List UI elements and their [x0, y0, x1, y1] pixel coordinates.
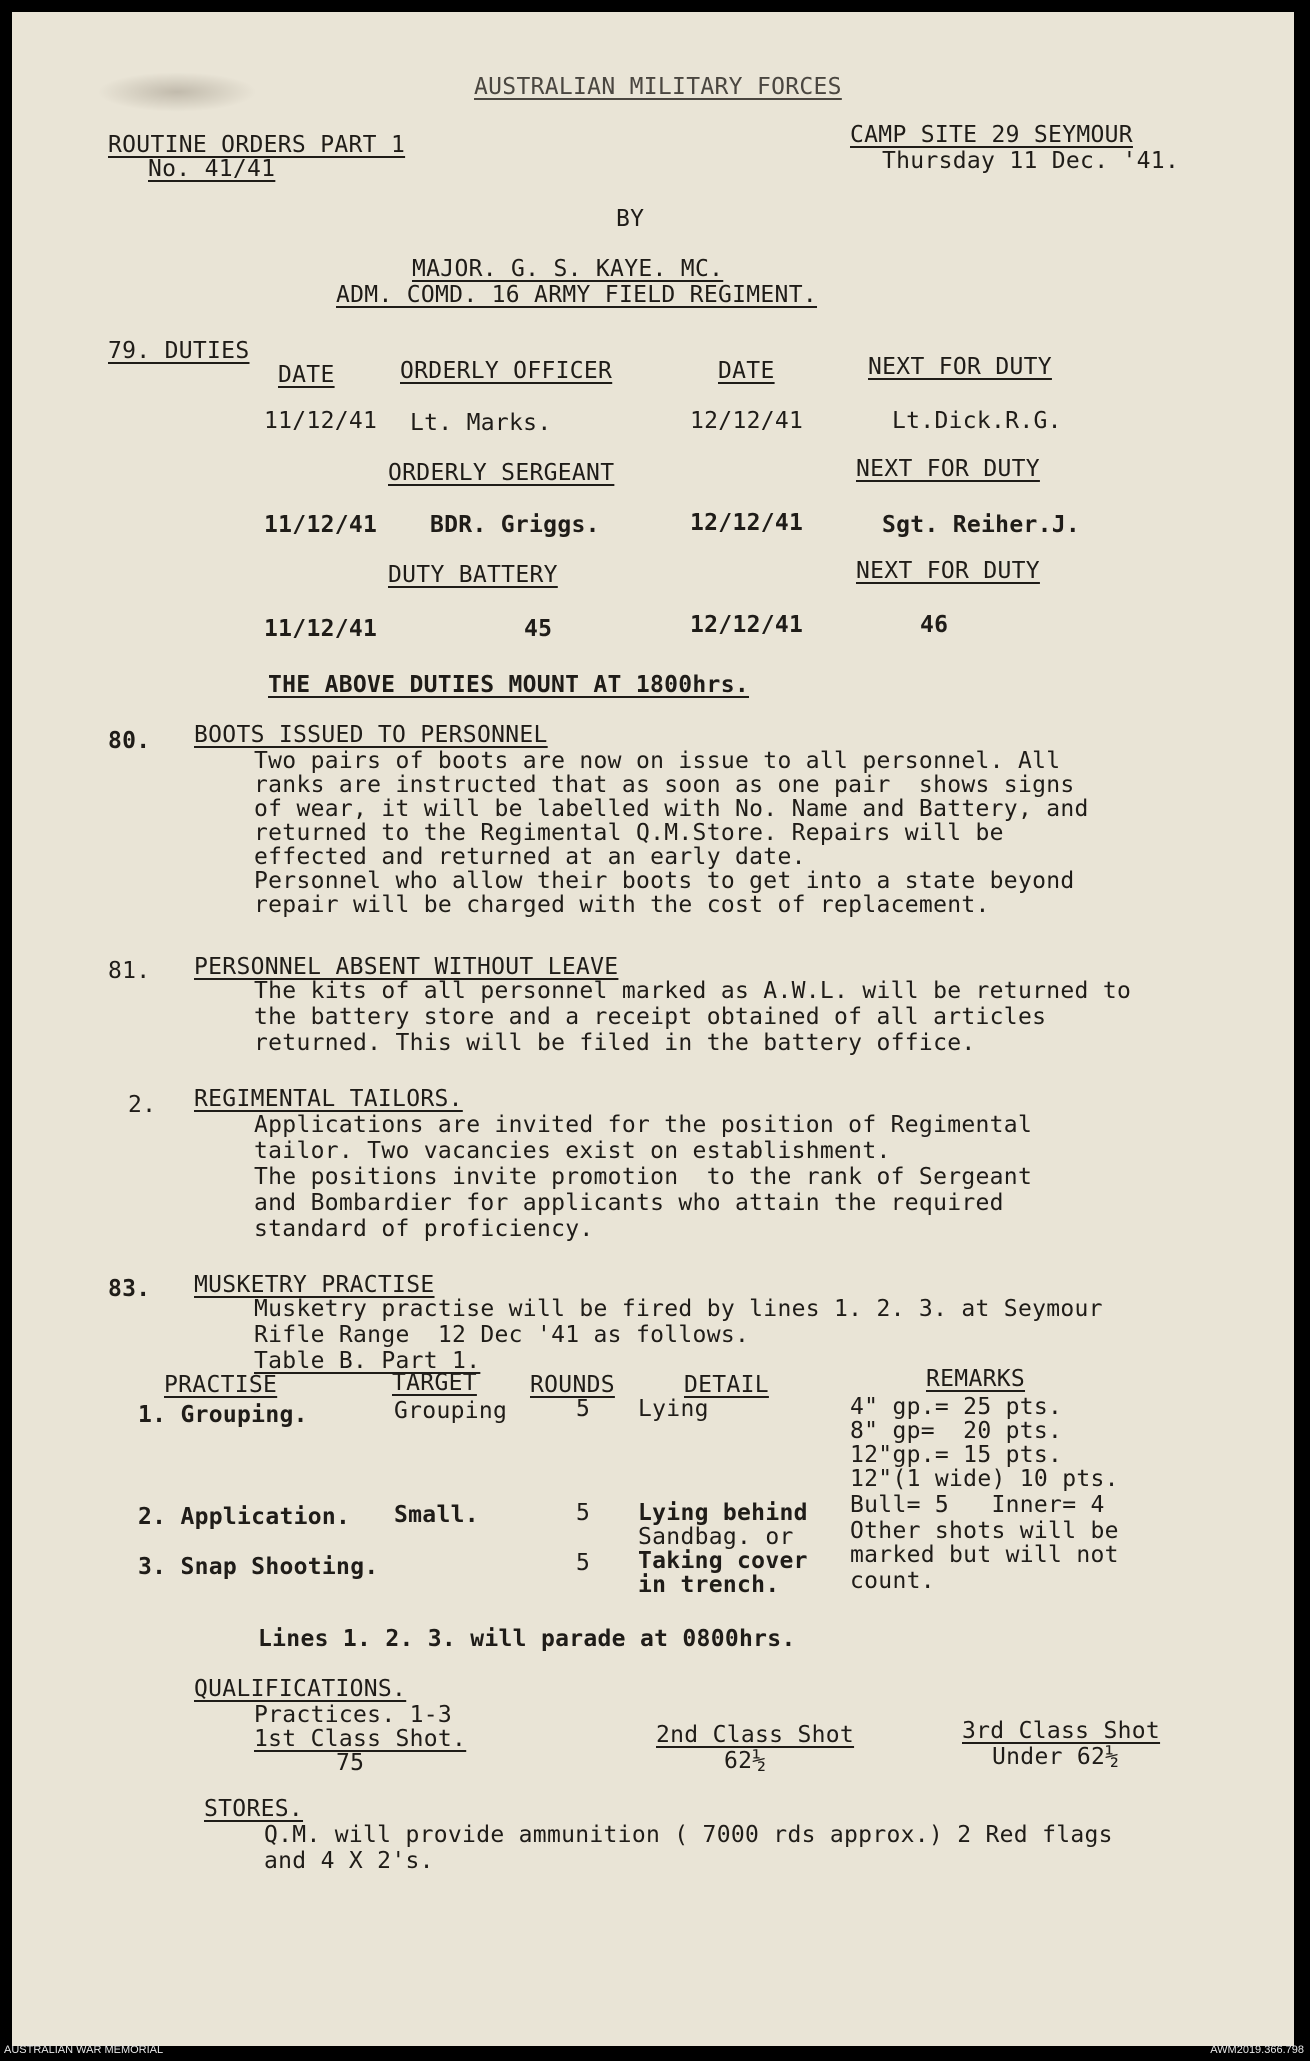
- ink-smudge: [97, 72, 257, 112]
- qualifications-heading: QUALIFICATIONS.: [194, 1676, 407, 1702]
- item-81-line: The kits of all personnel marked as A.W.L. will be returned to: [254, 978, 1132, 1004]
- item-80-heading: BOOTS ISSUED TO PERSONNEL: [194, 722, 548, 748]
- archive-credit: AUSTRALIAN WAR MEMORIAL: [4, 2044, 164, 2056]
- item-80-line: Two pairs of boots are now on issue to all personnel. All: [254, 748, 1061, 774]
- document-title: AUSTRALIAN MILITARY FORCES: [474, 74, 842, 100]
- officer-date: 11/12/41: [264, 408, 378, 434]
- document-page: [12, 12, 1294, 2046]
- table-row-practise: 3. Snap Shooting.: [138, 1554, 379, 1580]
- third-class-label: 3rd Class Shot: [962, 1718, 1161, 1744]
- parade-note: Lines 1. 2. 3. will parade at 0800hrs.: [258, 1626, 796, 1652]
- officer-next-date: 12/12/41: [690, 408, 804, 434]
- table-row-practise: 2. Application.: [138, 1504, 351, 1530]
- table-row-rounds: 5: [576, 1550, 591, 1576]
- battery-next-heading: NEXT FOR DUTY: [856, 558, 1040, 584]
- duties-mount-note: THE ABOVE DUTIES MOUNT AT 1800hrs.: [268, 672, 750, 698]
- orders-title: ROUTINE ORDERS PART 1: [108, 132, 406, 158]
- sergeant-next-heading: NEXT FOR DUTY: [856, 456, 1040, 482]
- first-class-label: 1st Class Shot.: [254, 1726, 467, 1752]
- table-row-remark: 8" gp= 20 pts.: [850, 1418, 1063, 1444]
- orders-number: No. 41/41: [148, 156, 276, 182]
- item-82-line: standard of proficiency.: [254, 1216, 594, 1242]
- third-class-value: Under 62½: [992, 1744, 1120, 1770]
- table-row-remark: Other shots will be: [850, 1518, 1119, 1544]
- table-row-remark: 12"gp.= 15 pts.: [850, 1442, 1063, 1468]
- second-class-label: 2nd Class Shot: [656, 1722, 855, 1748]
- table-header-detail: DETAIL: [684, 1372, 769, 1398]
- table-row-target: Small.: [394, 1502, 479, 1528]
- first-class-value: 75: [336, 1750, 365, 1776]
- battery-next-date: 12/12/41: [690, 612, 804, 638]
- table-row-remark: 12"(1 wide) 10 pts.: [850, 1466, 1119, 1492]
- item-80-line: of wear, it will be labelled with No. Name and Battery, and: [254, 796, 1089, 822]
- officer-name: Lt. Marks.: [410, 410, 552, 436]
- section-79-heading: 79. DUTIES: [108, 338, 250, 364]
- officer-next: Lt.Dick.R.G.: [892, 408, 1062, 434]
- table-row-remark: marked but will not: [850, 1542, 1119, 1568]
- item-81-number: 81.: [108, 958, 151, 984]
- duties-col-orderly-officer: ORDERLY OFFICER: [400, 358, 613, 384]
- qualifications-practices: Practices. 1-3: [254, 1702, 453, 1728]
- issuing-officer: MAJOR. G. S. KAYE. MC.: [412, 256, 724, 282]
- item-80-line: ranks are instructed that as soon as one pair shows signs: [254, 772, 1075, 798]
- table-row-remark: 4" gp.= 25 pts.: [850, 1394, 1063, 1420]
- item-82-heading: REGIMENTAL TAILORS.: [194, 1086, 463, 1112]
- stores-line: Q.M. will provide ammunition ( 7000 rds approx.) 2 Red flags: [264, 1822, 1113, 1848]
- table-header-practise: PRACTISE: [164, 1372, 278, 1398]
- table-row-remark: count.: [850, 1568, 935, 1594]
- item-80-line: effected and returned at an early date.: [254, 844, 806, 870]
- by-label: BY: [616, 206, 645, 232]
- item-82-line: and Bombardier for applicants who attain the required: [254, 1190, 1004, 1216]
- battery-date: 11/12/41: [264, 616, 378, 642]
- duties-col-date2: DATE: [718, 358, 775, 384]
- table-row-detail: Lying: [638, 1396, 709, 1422]
- item-81-line: the battery store and a receipt obtained of all articles: [254, 1004, 1047, 1030]
- item-80-number: 80.: [108, 728, 151, 754]
- duties-col-date: DATE: [278, 362, 335, 388]
- camp-location: CAMP SITE 29 SEYMOUR: [850, 122, 1133, 148]
- duties-col-next: NEXT FOR DUTY: [868, 354, 1052, 380]
- table-row-remark: Bull= 5 Inner= 4: [850, 1492, 1105, 1518]
- item-82-line: The positions invite promotion to the rank of Sergeant: [254, 1164, 1033, 1190]
- second-class-value: 62½: [724, 1748, 767, 1774]
- item-82-line: tailor. Two vacancies exist on establishment.: [254, 1138, 891, 1164]
- table-row-rounds: 5: [576, 1500, 591, 1526]
- table-row-detail: Lying behind: [638, 1500, 808, 1526]
- item-81-heading: PERSONNEL ABSENT WITHOUT LEAVE: [194, 954, 619, 980]
- table-row-target: Grouping: [394, 1398, 508, 1424]
- battery-next: 46: [920, 612, 949, 638]
- item-80-line: Personnel who allow their boots to get into a state beyond: [254, 868, 1075, 894]
- item-83-number: 83.: [108, 1276, 151, 1302]
- stores-line: and 4 X 2's.: [264, 1848, 434, 1874]
- order-date: Thursday 11 Dec. '41.: [882, 148, 1180, 174]
- battery-name: 45: [524, 616, 553, 642]
- item-83-line: Musketry practise will be fired by lines 1. 2. 3. at Seymour: [254, 1296, 1103, 1322]
- sergeant-heading: ORDERLY SERGEANT: [388, 460, 615, 486]
- archive-reference: AWM2019.366.798: [1210, 2044, 1304, 2056]
- table-row-practise: 1. Grouping.: [138, 1402, 308, 1428]
- table-header-remarks: REMARKS: [926, 1366, 1026, 1392]
- item-80-line: repair will be charged with the cost of replacement.: [254, 892, 990, 918]
- issuing-command: ADM. COMD. 16 ARMY FIELD REGIMENT.: [336, 282, 818, 308]
- table-header-target: TARGET: [392, 1370, 477, 1396]
- sergeant-next-date: 12/12/41: [690, 510, 804, 536]
- table-row-detail: in trench.: [638, 1572, 780, 1598]
- item-80-line: returned to the Regimental Q.M.Store. Repairs will be: [254, 820, 1004, 846]
- sergeant-next: Sgt. Reiher.J.: [882, 512, 1081, 538]
- sergeant-name: BDR. Griggs.: [430, 512, 600, 538]
- item-82-number: 2.: [128, 1092, 157, 1118]
- table-row-detail: Taking cover: [638, 1548, 808, 1574]
- item-83-line: Rifle Range 12 Dec '41 as follows.: [254, 1322, 750, 1348]
- item-82-line: Applications are invited for the position of Regimental: [254, 1112, 1033, 1138]
- table-header-rounds: ROUNDS: [530, 1372, 615, 1398]
- table-row-rounds: 5: [576, 1396, 591, 1422]
- item-81-line: returned. This will be filed in the battery office.: [254, 1030, 976, 1056]
- battery-heading: DUTY BATTERY: [388, 562, 558, 588]
- stores-heading: STORES.: [204, 1796, 304, 1822]
- sergeant-date: 11/12/41: [264, 512, 378, 538]
- item-83-line: Table B. Part 1.: [254, 1348, 481, 1374]
- table-row-detail: Sandbag. or: [638, 1524, 794, 1550]
- item-83-heading: MUSKETRY PRACTISE: [194, 1272, 435, 1298]
